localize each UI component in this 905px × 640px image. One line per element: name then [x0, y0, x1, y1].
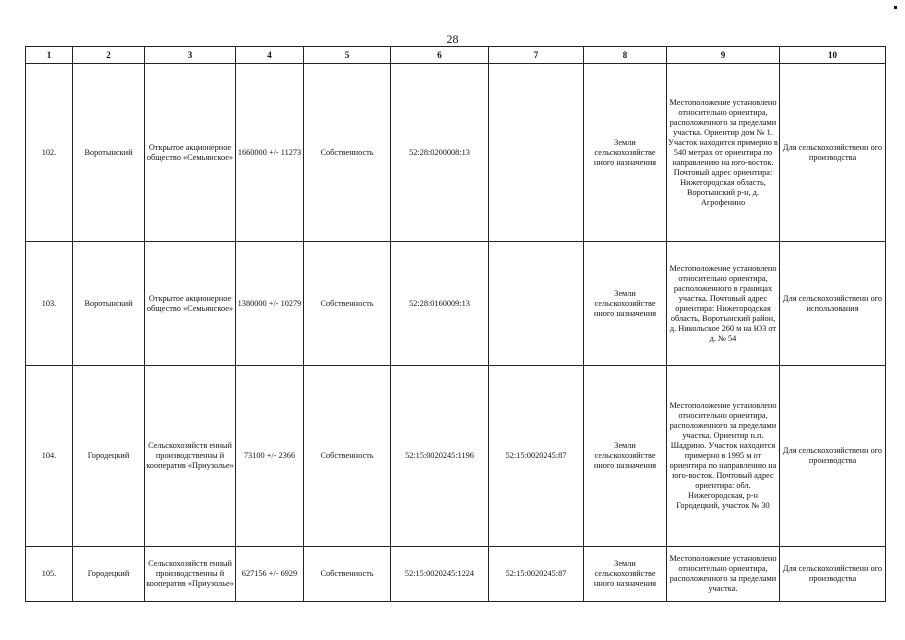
use-cell: Для сельскохозяйственн ого производства — [780, 64, 886, 242]
row-number: 103. — [26, 242, 73, 366]
table-row — [26, 64, 886, 242]
area-cell: 73100 +/- 2366 — [236, 366, 304, 547]
cadastral-cell: 52:28:0200008:13 — [391, 64, 489, 242]
cadastral-cell: 52:15:0020245:1196 — [391, 366, 489, 547]
area-cell: 1380000 +/- 10279 — [236, 242, 304, 366]
owner-cell: Сельскохозяйств енный производственны й кооператив «Приузолье» — [145, 366, 236, 547]
area-cell: 1660000 +/- 11273 — [236, 64, 304, 242]
right-cell: Собственность — [304, 366, 391, 547]
column-header: 5 — [304, 47, 391, 64]
cadastral2-cell: 52:15:0020245:87 — [489, 547, 584, 602]
cadastral2-cell — [489, 64, 584, 242]
area-cell: 627156 +/- 6929 — [236, 547, 304, 602]
land-plots-table — [25, 46, 886, 602]
category-cell: Земли сельскохозяйстве нного назначения — [584, 547, 667, 602]
column-header: 10 — [780, 47, 886, 64]
column-header: 4 — [236, 47, 304, 64]
location-cell: Местоположение установлено относительно ориентира, расположенного за пределами участка. — [667, 547, 780, 602]
column-header: 3 — [145, 47, 236, 64]
row-number: 105. — [26, 547, 73, 602]
column-header: 6 — [391, 47, 489, 64]
district-cell: Городецкий — [73, 547, 145, 602]
column-header: 2 — [73, 47, 145, 64]
cadastral2-cell — [489, 242, 584, 366]
column-header: 7 — [489, 47, 584, 64]
cadastral-cell: 52:28:0160009:13 — [391, 242, 489, 366]
district-cell: Городецкий — [73, 366, 145, 547]
owner-cell: Открытое акционерное общество «Семьянское» — [145, 242, 236, 366]
cadastral2-cell: 52:15:0020245:87 — [489, 366, 584, 547]
right-cell: Собственность — [304, 547, 391, 602]
header-row — [26, 47, 886, 64]
owner-cell: Открытое акционерное общество «Семьянское» — [145, 64, 236, 242]
category-cell: Земли сельскохозяйстве нного назначения — [584, 366, 667, 547]
column-header: 9 — [667, 47, 780, 64]
use-cell: Для сельскохозяйственн ого производства — [780, 547, 886, 602]
owner-cell: Сельскохозяйств енный производственны й кооператив «Приузолье» — [145, 547, 236, 602]
row-number: 104. — [26, 366, 73, 547]
location-cell: Местоположение установлено относительно ориентира, расположенного за пределами участка. Ориентир н.п. Шадрино. Участок находится примерно в 1995 м от ориентира по направлению на юго-восток. Почтовый адрес ориентира: обл. Нижегородская, р-н Городецкий, участок № 30 — [667, 366, 780, 547]
district-cell: Воротынский — [73, 64, 145, 242]
column-header: 8 — [584, 47, 667, 64]
category-cell: Земли сельскохозяйстве нного назначения — [584, 242, 667, 366]
page-number: 28 — [446, 32, 459, 46]
right-cell: Собственность — [304, 242, 391, 366]
table-row — [26, 242, 886, 366]
use-cell: Для сельскохозяйственн ого производства — [780, 366, 886, 547]
corner-mark — [894, 6, 897, 9]
row-number: 102. — [26, 64, 73, 242]
location-cell: Местоположение установлено относительно ориентира, расположенного за пределами участка. Ориентир дом № 1. Участок находится примерно в 540 метрах от ориентира по направлению на юго-восток. Почтовый адрес ориентира: Нижегородская область, Воротынский р-н, д. Агрофенино — [667, 64, 780, 242]
use-cell: Для сельскохозяйственн ого использования — [780, 242, 886, 366]
column-header: 1 — [26, 47, 73, 64]
right-cell: Собственность — [304, 64, 391, 242]
district-cell: Воротынский — [73, 242, 145, 366]
category-cell: Земли сельскохозяйстве нного назначения — [584, 64, 667, 242]
location-cell: Местоположение установлено относительно ориентира, расположенного в границах участка. Почтовый адрес ориентира: Нижегородская область, Воротынский район, д. Никольское 260 м на ЮЗ от д. № 54 — [667, 242, 780, 366]
table-row — [26, 547, 886, 602]
cadastral-cell: 52:15:0020245:1224 — [391, 547, 489, 602]
table-row — [26, 366, 886, 547]
